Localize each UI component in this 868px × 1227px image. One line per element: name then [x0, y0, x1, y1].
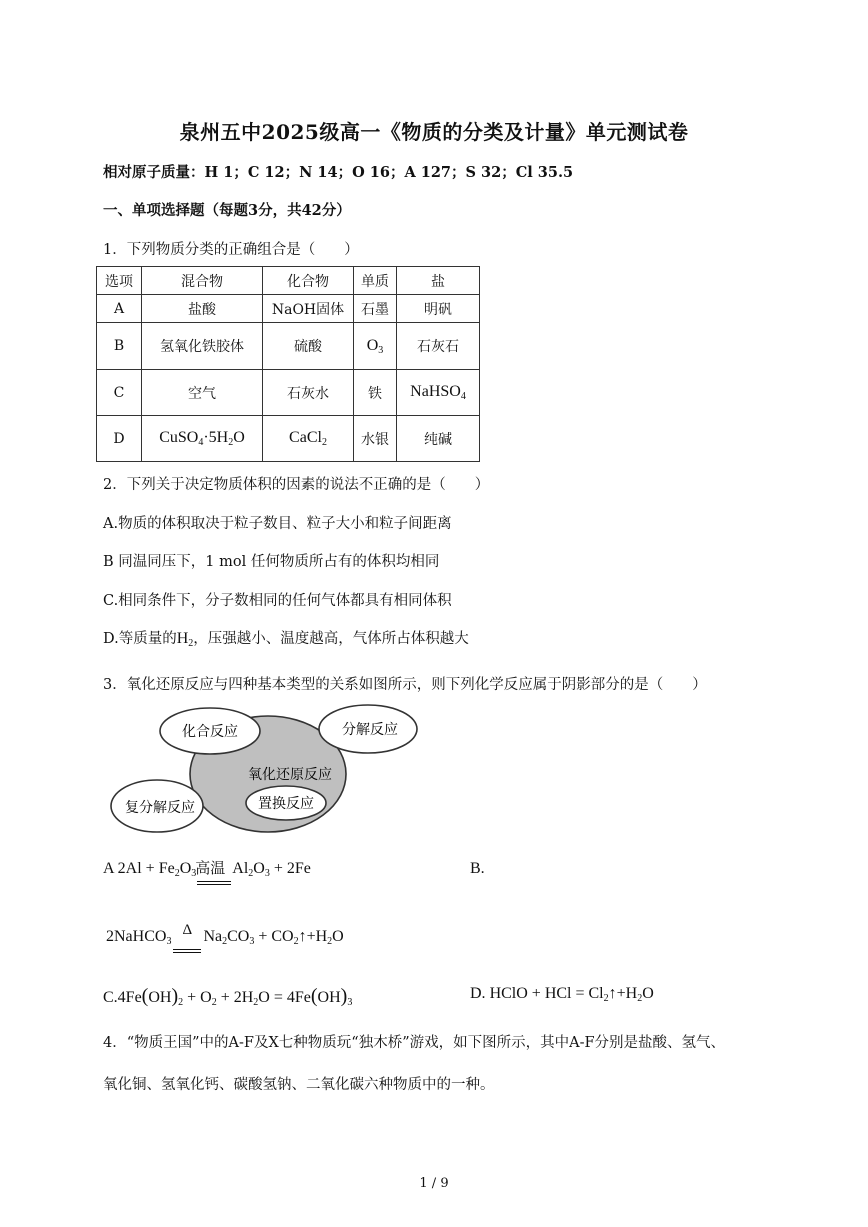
table-cell: C	[97, 370, 142, 416]
hydrogen-formula: $H_2$	[176, 630, 194, 649]
option-b-label: B.	[470, 860, 485, 877]
reaction-venn-diagram	[105, 700, 435, 840]
table-cell-formula: $CuSO_4\cdot 5H_2O$	[142, 416, 263, 462]
label-combination: 化合反应	[182, 724, 238, 740]
table-row	[97, 416, 480, 462]
table-cell: 硫酸	[263, 323, 354, 370]
table-cell-formula: CaCl$_2$	[263, 416, 354, 462]
question-4-line-1: 4．“物质王国”中的A-F及X七种物质玩“独木桥”游戏，如下图所示，其中A-F分别是盐酸、氢气、	[103, 1035, 726, 1051]
option-c-equation: $C.4Fe(OH)_2 + O_2 + 2H_2O = 4Fe(OH)_3$	[103, 985, 353, 1008]
table-header: 选项	[97, 267, 142, 295]
table-cell: 石灰石	[397, 323, 480, 370]
section-heading: 一、单项选择题（每题3分，共42分）	[103, 202, 351, 219]
option-a-equation: A $2Al + Fe_2O_3$ 高温 $Al_2O_3 + 2Fe$	[103, 860, 311, 879]
table-header: 混合物	[142, 267, 263, 295]
table-cell: 水银	[354, 416, 397, 462]
option-d-suffix: ，压强越小、温度越高，气体所占体积越大	[193, 631, 469, 647]
table-cell: 石灰水	[263, 370, 354, 416]
question-1-stem: 1．下列物质分类的正确组合是（ ）	[103, 242, 359, 258]
option-a-label: A	[103, 860, 114, 877]
table-header: 盐	[397, 267, 480, 295]
table-cell: A	[97, 295, 142, 323]
option-d-label: D.	[470, 985, 486, 1002]
option-c: C.相同条件下，分子数相同的任何气体都具有相同体积	[103, 593, 452, 609]
option-d-equation: D. HClO + HCl = $Cl_2↑+H_2O$	[470, 985, 654, 1004]
option-d-prefix: D.等质量的	[103, 631, 177, 647]
label-redox: 氧化还原反应	[248, 767, 332, 783]
condition-text: Δ	[182, 922, 193, 938]
table-cell: 石墨	[354, 295, 397, 323]
table-cell: 纯碱	[397, 416, 480, 462]
question-4-line-2: 氧化铜、氢氧化钙、碳酸氢钠、二氧化碳六种物质中的一种。	[103, 1077, 495, 1093]
label-displacement: 置换反应	[258, 796, 314, 812]
table-header: 化合物	[263, 267, 354, 295]
table-row	[97, 295, 480, 323]
option-d	[103, 627, 469, 649]
table-cell: 空气	[142, 370, 263, 416]
table-header: 单质	[354, 267, 397, 295]
table-header-row	[97, 267, 480, 295]
page-title: 泉州五中2025级高一《物质的分类及计量》单元测试卷	[179, 120, 689, 144]
table-cell: 明矾	[397, 295, 480, 323]
table-cell-formula: NaHSO$_4$	[397, 370, 480, 416]
table-cell: 盐酸	[142, 295, 263, 323]
option-b: B 同温同压下，1 mol 任何物质所占有的体积均相同	[103, 554, 440, 570]
option-a: A.物质的体积取决于粒子数目、粒子大小和粒子间距离	[103, 516, 452, 532]
option-c-label: C.	[103, 989, 118, 1006]
table-cell: B	[97, 323, 142, 370]
table-cell: NaOH固体	[263, 295, 354, 323]
table-cell: 氢氧化铁胶体	[142, 323, 263, 370]
table-row	[97, 323, 480, 370]
classification-table	[96, 266, 480, 462]
label-double-displacement: 复分解反应	[125, 800, 195, 816]
condition-text: 高温	[195, 859, 226, 877]
option-b-equation: 2NaHCO$_3$ Δ $Na_2CO_3$ + $CO_2↑+H_2O$	[106, 928, 344, 947]
question-2-stem: 2．下列关于决定物质体积的因素的说法不正确的是（ ）	[103, 477, 490, 493]
question-3-stem: 3．氧化还原反应与四种基本类型的关系如图所示，则下列化学反应属于阴影部分的是（ ）	[103, 677, 707, 693]
page-number: 1 / 9	[419, 1176, 449, 1191]
label-decomposition: 分解反应	[342, 722, 398, 738]
atomic-masses: 相对原子质量：H 1；C 12；N 14；O 16；A 127；S 32；Cl 35.5	[103, 164, 574, 181]
table-cell: D	[97, 416, 142, 462]
table-cell: 铁	[354, 370, 397, 416]
table-cell-formula: $O_3$	[354, 323, 397, 370]
table-row	[97, 370, 480, 416]
